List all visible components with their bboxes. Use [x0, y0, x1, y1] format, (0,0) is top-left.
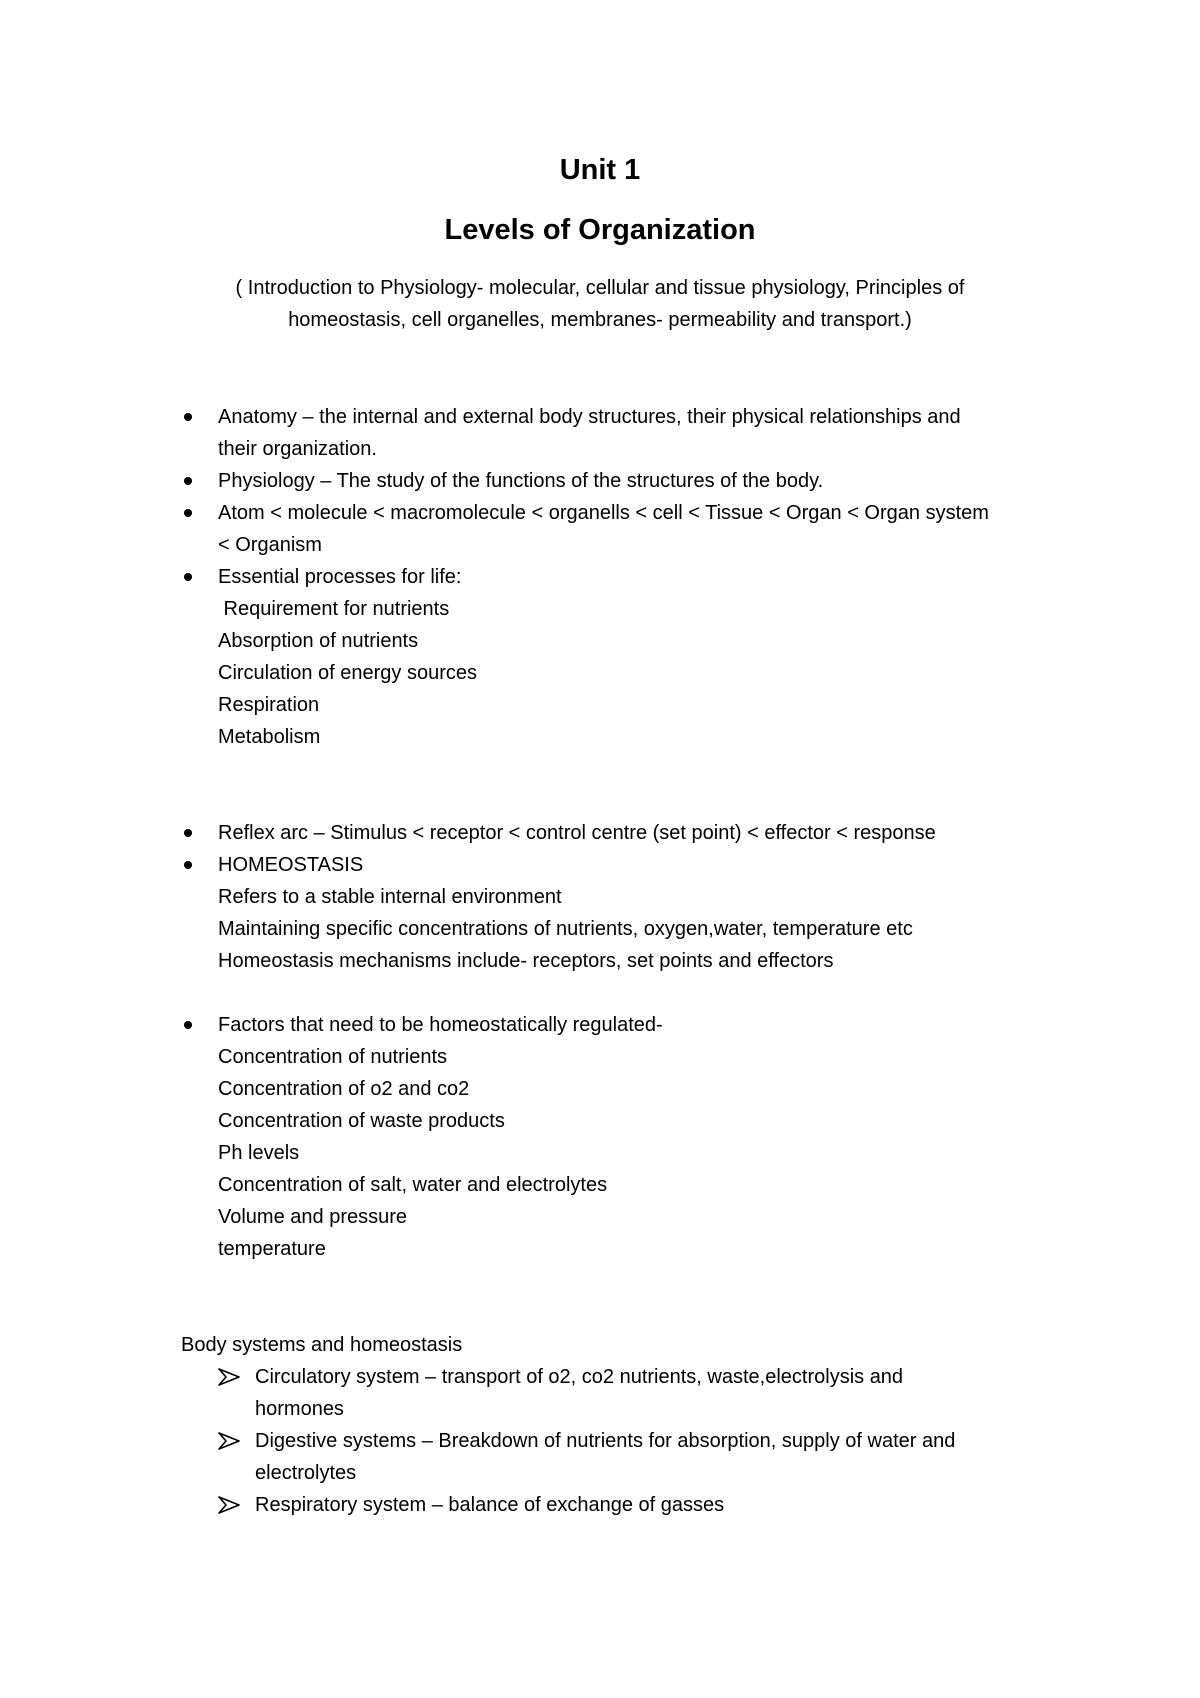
hierarchy-line-2: < Organism [218, 534, 322, 556]
bullet-icon [184, 573, 192, 581]
scope-description [180, 272, 1020, 336]
page-title: Levels of Organization [444, 214, 756, 246]
factor-item: Concentration of nutrients [218, 1046, 448, 1068]
circulatory-line-1: Circulatory system – transport of o2, co2 nutrients, waste,electrolysis and [255, 1366, 904, 1388]
scope-line-2: homeostasis, cell organelles, membranes- permeability and transport.) [288, 309, 912, 331]
anatomy-line-2: their organization. [218, 438, 377, 460]
digestive-line-2: electrolytes [255, 1462, 357, 1484]
essential-item: Respiration [218, 694, 320, 716]
physiology-line: Physiology – The study of the functions of the structures of the body. [218, 470, 824, 492]
factor-item: Concentration of waste products [218, 1110, 505, 1132]
essential-item: Absorption of nutrients [218, 630, 419, 652]
bullet-icon [184, 1021, 192, 1029]
factor-item: Concentration of o2 and co2 [218, 1078, 470, 1100]
factor-item: Ph levels [218, 1142, 300, 1164]
reflex-arc-line: Reflex arc – Stimulus < receptor < control centre (set point) < effector < response [218, 822, 936, 844]
factor-item: temperature [218, 1238, 326, 1260]
hierarchy-line-1: Atom < molecule < macromolecule < organells < cell < Tissue < Organ < Organ system [218, 502, 989, 524]
essential-processes-title: Essential processes for life: [218, 566, 462, 588]
circulatory-line-2: hormones [255, 1398, 344, 1420]
factors-title: Factors that need to be homeostatically regulated- [218, 1014, 663, 1036]
bullet-icon [184, 861, 192, 869]
essential-item: Metabolism [218, 726, 321, 748]
bullet-icon [184, 413, 192, 421]
factor-item: Concentration of salt, water and electrolytes [218, 1174, 608, 1196]
homeostasis-item: Homeostasis mechanisms include- receptors, set points and effectors [218, 950, 834, 972]
arrow-bullet-icon [218, 1496, 240, 1514]
homeostasis-item: Refers to a stable internal environment [218, 886, 562, 908]
digestive-line-1: Digestive systems – Breakdown of nutrients for absorption, supply of water and [255, 1430, 956, 1452]
bullet-icon [184, 509, 192, 517]
bullet-icon [184, 477, 192, 485]
respiratory-line: Respiratory system – balance of exchange of gasses [255, 1494, 725, 1516]
factor-item: Volume and pressure [218, 1206, 408, 1228]
homeostasis-item: Maintaining specific concentrations of nutrients, oxygen,water, temperature etc [218, 918, 913, 940]
unit-heading: Unit 1 [559, 154, 641, 186]
essential-item: Requirement for nutrients [218, 598, 450, 620]
scope-line-1: ( Introduction to Physiology- molecular, cellular and tissue physiology, Principles of [235, 277, 965, 299]
homeostasis-title: HOMEOSTASIS [218, 854, 364, 876]
anatomy-line-1: Anatomy – the internal and external body structures, their physical relationships and [218, 406, 961, 428]
essential-item: Circulation of energy sources [218, 662, 478, 684]
body-systems-heading: Body systems and homeostasis [181, 1334, 463, 1356]
arrow-bullet-icon [218, 1432, 240, 1450]
arrow-bullet-icon [218, 1368, 240, 1386]
bullet-icon [184, 829, 192, 837]
